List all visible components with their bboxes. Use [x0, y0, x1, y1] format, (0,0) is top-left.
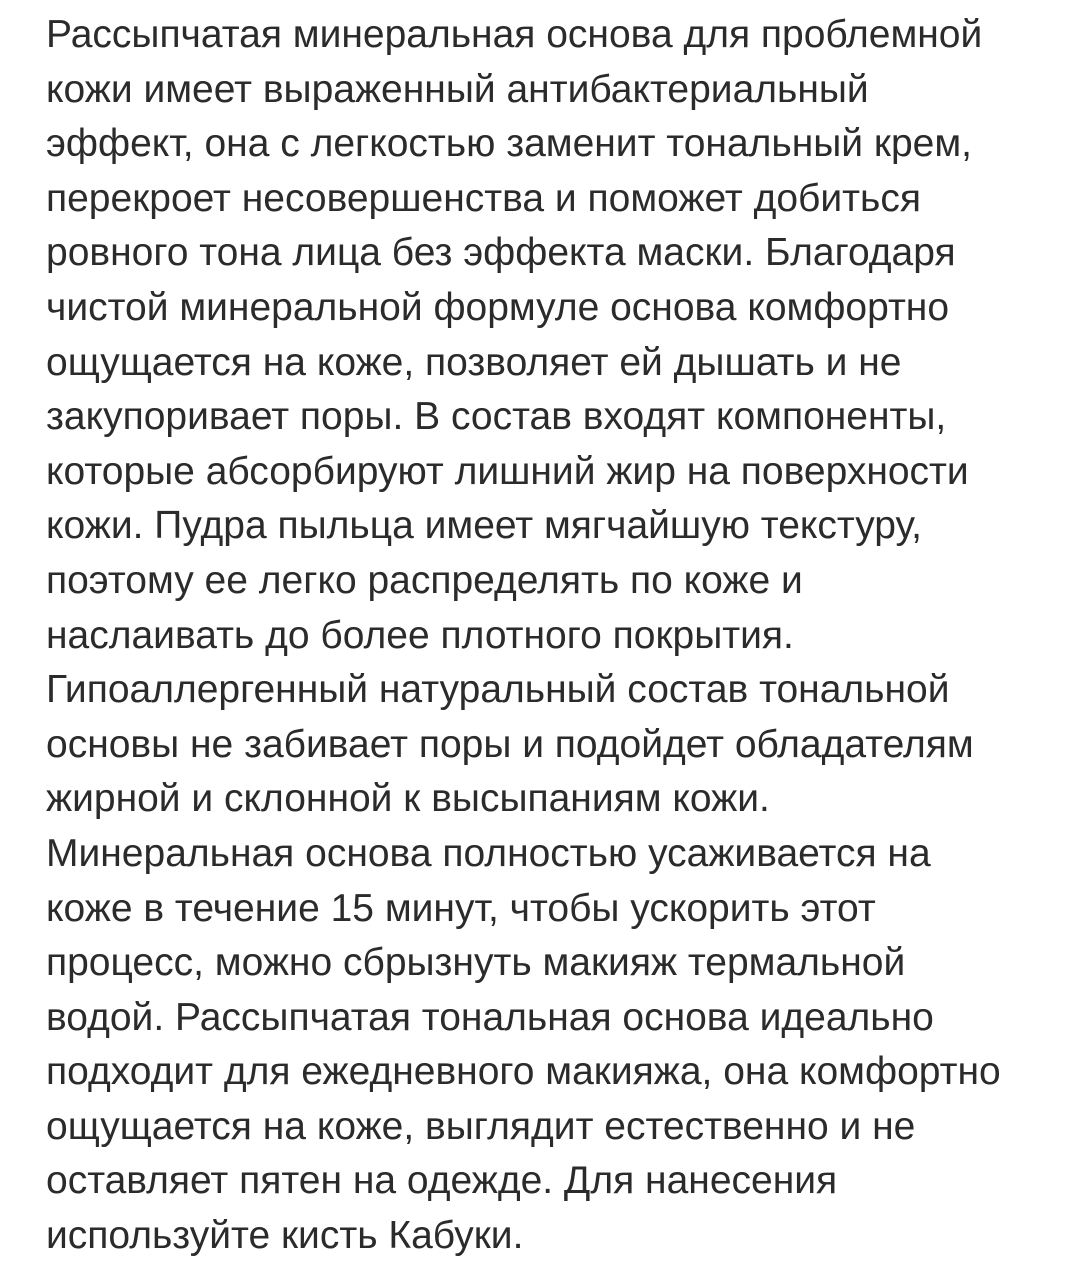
description-line: которые абсорбируют лишний жир на поверхности [46, 449, 969, 493]
description-line: жирной и склонной к высыпаниям кожи. [46, 777, 770, 821]
description-line: коже в течение 15 минут, чтобы ускорить этот [46, 886, 876, 930]
description-line: наслаивать до более плотного покрытия. [46, 613, 794, 657]
description-line: ровного тона лица без эффекта маски. Благодаря [46, 231, 956, 275]
description-line: Гипоаллергенный натуральный состав тональной [46, 668, 950, 712]
description-line: поэтому ее легко распределять по коже и [46, 558, 803, 602]
description-line: основы не забивает поры и подойдет обладателям [46, 722, 974, 766]
description-line: процесс, можно сбрызнуть макияж термальной [46, 941, 906, 985]
description-line: ощущается на коже, выглядит естественно и не [46, 1104, 916, 1148]
description-line: эффект, она с легкостью заменит тональный крем, [46, 122, 972, 166]
description-line: Рассыпчатая минеральная основа для проблемной [46, 13, 983, 56]
description-line: ощущается на коже, позволяет ей дышать и не [46, 340, 902, 384]
description-line: кожи имеет выраженный антибактериальный [46, 67, 869, 111]
description-line: кожи. Пудра пыльца имеет мягчайшую текстуру, [46, 504, 922, 548]
description-line: Минеральная основа полностью усаживается на [46, 831, 931, 875]
description-line: закупоривает поры. В состав входят компоненты, [46, 395, 947, 439]
description-line: оставляет пятен на одежде. Для нанесения [46, 1159, 838, 1203]
description-line: перекроет несовершенства и поможет добиться [46, 176, 921, 220]
description-line: чистой минеральной формуле основа комфортно [46, 285, 950, 329]
description-line: используйте кисть Кабуки. [46, 1214, 524, 1258]
description-line: подходит для ежедневного макияжа, она комфортно [46, 1050, 1001, 1094]
description-line: водой. Рассыпчатая тональная основа идеально [46, 995, 934, 1039]
